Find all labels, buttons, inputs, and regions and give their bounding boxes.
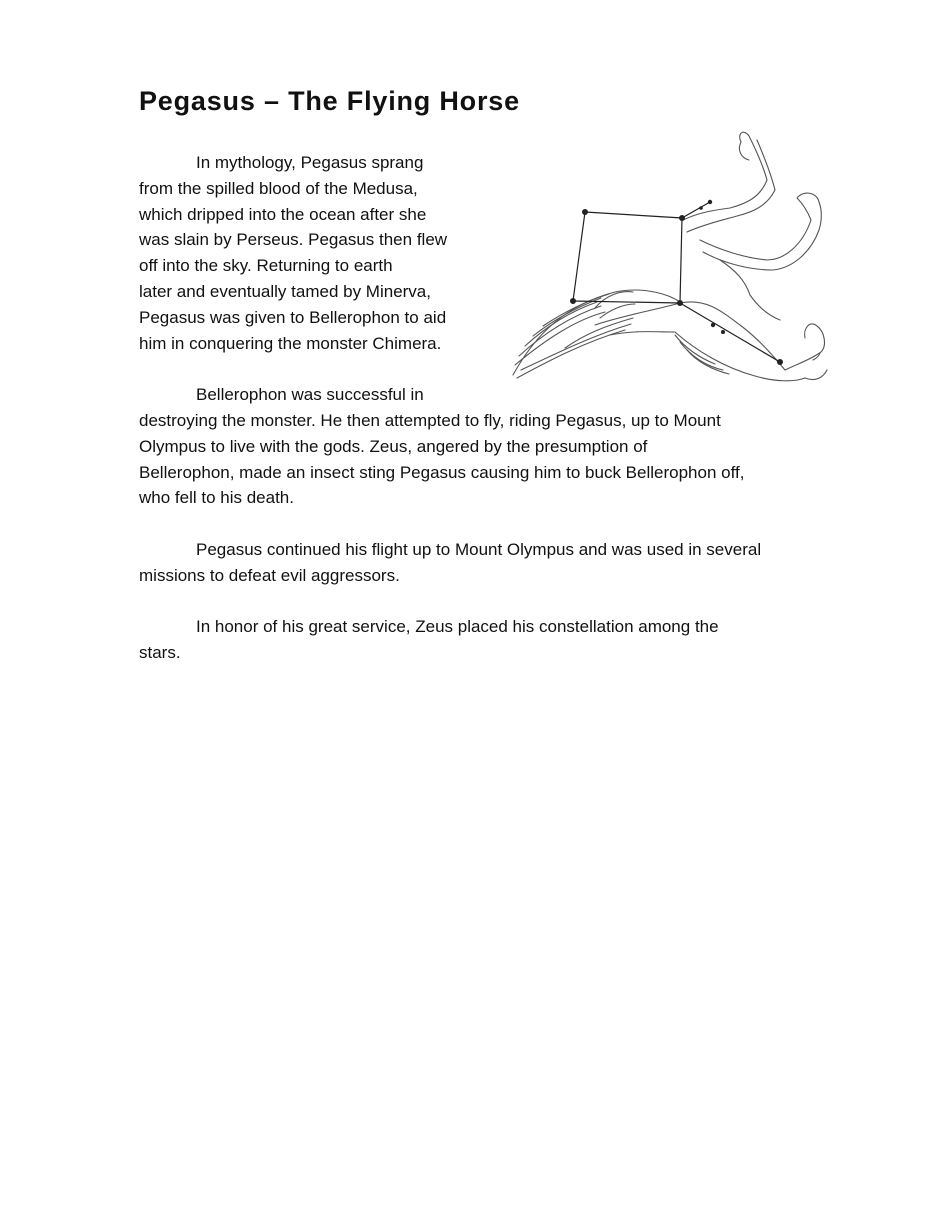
text-line: Pegasus continued his flight up to Mount Olympus and was used in several xyxy=(196,539,762,559)
blank-line xyxy=(139,511,761,537)
text-line: which dripped into the ocean after she xyxy=(139,204,427,224)
text-line: In mythology, Pegasus sprang xyxy=(196,153,424,172)
page-title: Pegasus – The Flying Horse xyxy=(139,86,520,116)
document-body xyxy=(139,150,761,666)
text-line: him in conquering the monster Chimera. xyxy=(139,333,442,353)
text-line: later and eventually tamed by Minerva, xyxy=(139,281,431,301)
text-line: who fell to his death. xyxy=(139,488,294,508)
text-line: missions to defeat evil aggressors. xyxy=(139,565,400,585)
text-line: stars. xyxy=(139,643,181,663)
blank-line xyxy=(139,589,761,615)
text-line: destroying the monster. He then attempted to fly, riding Pegasus, up to Mount xyxy=(139,410,721,430)
text-line: In honor of his great service, Zeus placed his constellation among the xyxy=(196,617,719,637)
head-sketch xyxy=(785,324,824,370)
text-line: Olympus to live with the gods. Zeus, angered by the presumption of xyxy=(139,436,648,456)
text-line: Bellerophon, made an insect sting Pegasus causing him to buck Bellerophon off, xyxy=(139,462,745,482)
blank-line xyxy=(139,356,761,382)
text-line: Bellerophon was successful in xyxy=(196,385,424,405)
text-line: was slain by Perseus. Pegasus then flew xyxy=(139,230,448,250)
text-line: Pegasus was given to Bellerophon to aid xyxy=(139,307,447,327)
text-line: off into the sky. Returning to earth xyxy=(139,256,393,276)
text-line: from the spilled blood of the Medusa, xyxy=(139,178,418,198)
